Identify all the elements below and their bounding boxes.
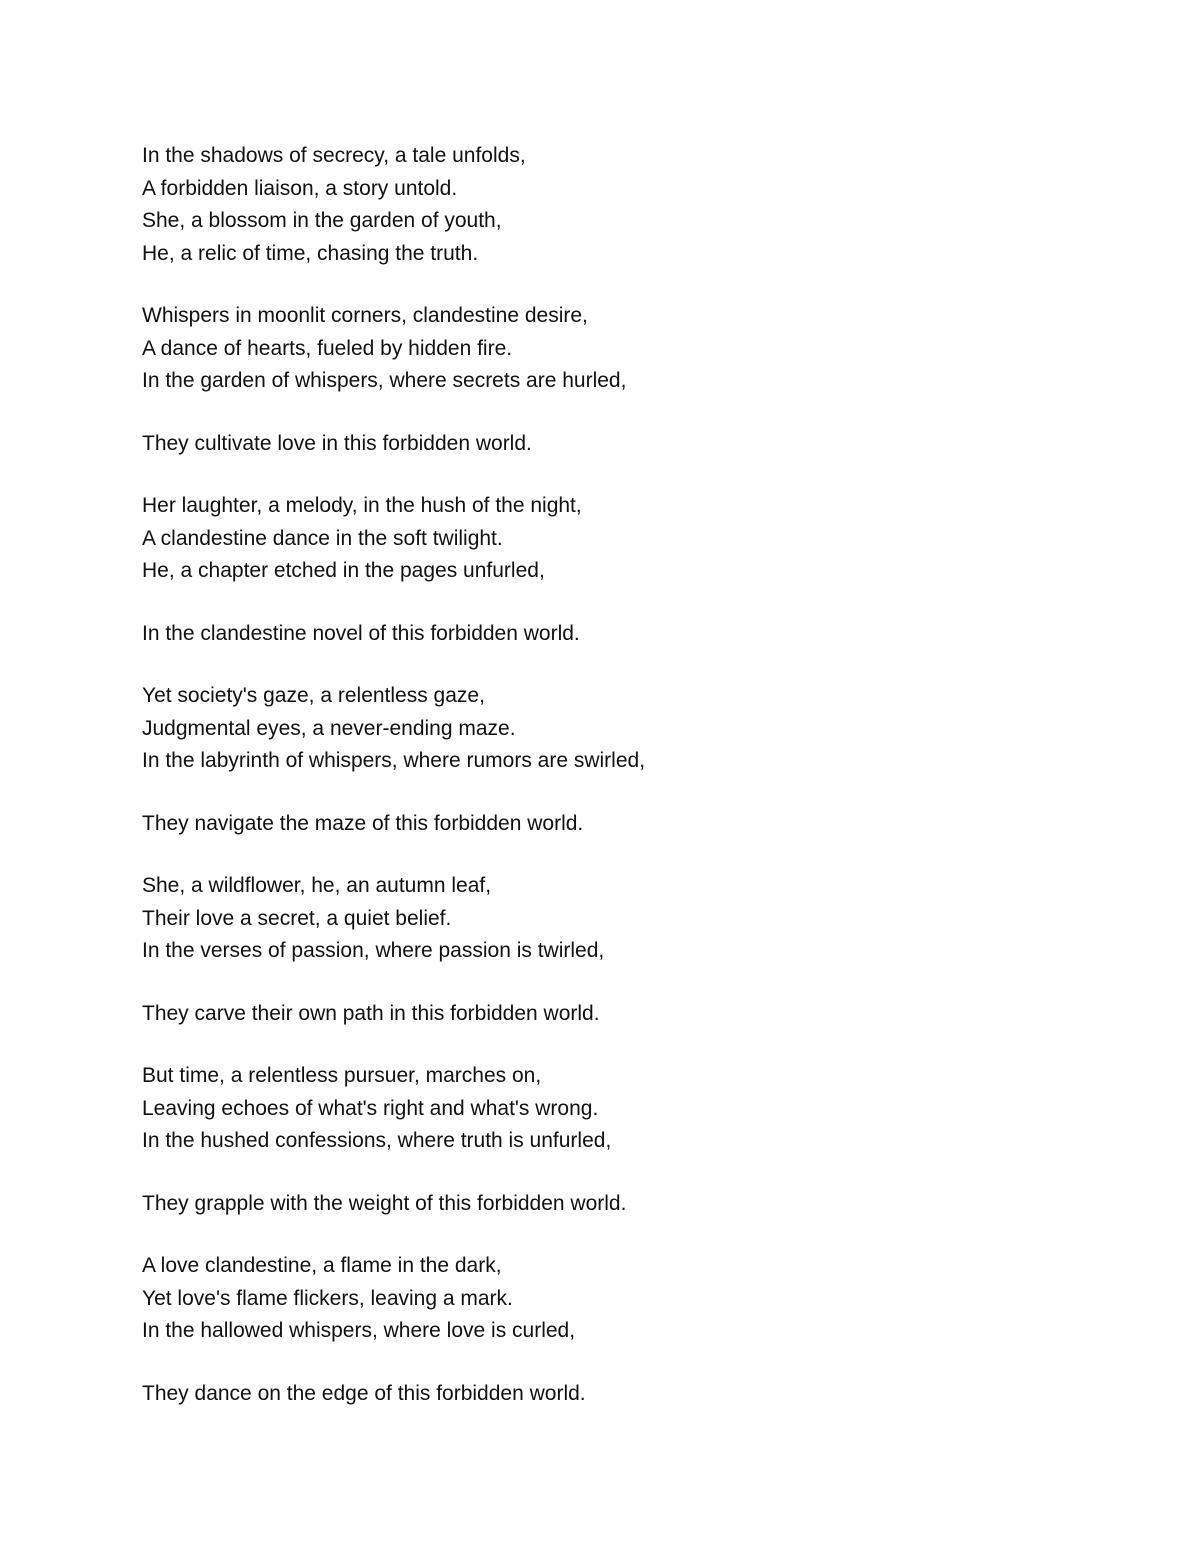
stanza: [142, 300, 1122, 398]
refrain: [142, 618, 1122, 651]
poem-line: They cultivate love in this forbidden world.: [142, 431, 532, 455]
poem-line: In the shadows of secrecy, a tale unfolds,: [142, 144, 526, 167]
stanza-gap: [142, 778, 1122, 808]
poem-line: Leaving echoes of what's right and what's wrong.: [142, 1096, 599, 1120]
stanza-gap: [142, 1030, 1122, 1060]
poem-body: [142, 140, 1122, 1410]
refrain: [142, 1378, 1122, 1411]
poem-line: They dance on the edge of this forbidden world.: [142, 1381, 586, 1405]
stanza: [142, 870, 1122, 968]
stanza-gap: [142, 968, 1122, 998]
poem-line: In the garden of whispers, where secrets are hurled,: [142, 369, 627, 393]
stanza-gap: [142, 270, 1122, 300]
poem-line: Yet society's gaze, a relentless gaze,: [142, 684, 485, 708]
stanza: [142, 490, 1122, 588]
poem-line: Judgmental eyes, a never-ending maze.: [142, 716, 516, 740]
poem-line: In the labyrinth of whispers, where rumors are swirled,: [142, 749, 646, 773]
poem-line: But time, a relentless pursuer, marches on,: [142, 1064, 542, 1088]
poem-line: He, a relic of time, chasing the truth.: [142, 241, 479, 265]
poem-line: A dance of hearts, fueled by hidden fire.: [142, 336, 513, 360]
stanza: [142, 680, 1122, 778]
poem-line: They navigate the maze of this forbidden world.: [142, 811, 584, 835]
poem-line: They grapple with the weight of this forbidden world.: [142, 1191, 627, 1215]
stanza-gap: [142, 1158, 1122, 1188]
stanza: [142, 1060, 1122, 1158]
stanza-gap: [142, 460, 1122, 490]
stanza-gap: [142, 1348, 1122, 1378]
refrain: [142, 808, 1122, 841]
stanza-gap: [142, 588, 1122, 618]
poem-line: They carve their own path in this forbidden world.: [142, 1001, 600, 1025]
refrain: [142, 428, 1122, 461]
stanza-gap: [142, 398, 1122, 428]
poem-line: Whispers in moonlit corners, clandestine desire,: [142, 304, 588, 328]
stanza: [142, 140, 1122, 270]
stanza-gap: [142, 1220, 1122, 1250]
refrain: [142, 1188, 1122, 1221]
poem-line: Their love a secret, a quiet belief.: [142, 906, 452, 930]
poem-line: In the verses of passion, where passion is twirled,: [142, 939, 605, 963]
stanza: [142, 1250, 1122, 1348]
poem-line: In the clandestine novel of this forbidden world.: [142, 621, 580, 645]
poem-line: A love clandestine, a flame in the dark,: [142, 1254, 502, 1278]
poem-line: In the hushed confessions, where truth is unfurled,: [142, 1129, 612, 1153]
refrain: [142, 998, 1122, 1031]
poem-line: He, a chapter etched in the pages unfurled,: [142, 559, 545, 583]
poem-line: A forbidden liaison, a story untold.: [142, 176, 458, 200]
stanza-gap: [142, 840, 1122, 870]
poem-line: She, a wildflower, he, an autumn leaf,: [142, 874, 492, 898]
stanza-gap: [142, 650, 1122, 680]
poem-line: Yet love's flame flickers, leaving a mark.: [142, 1286, 513, 1310]
poem-line: She, a blossom in the garden of youth,: [142, 209, 502, 233]
poem-line: A clandestine dance in the soft twilight.: [142, 526, 503, 550]
poem-line: In the hallowed whispers, where love is curled,: [142, 1319, 576, 1343]
poem-line: Her laughter, a melody, in the hush of the night,: [142, 494, 582, 518]
